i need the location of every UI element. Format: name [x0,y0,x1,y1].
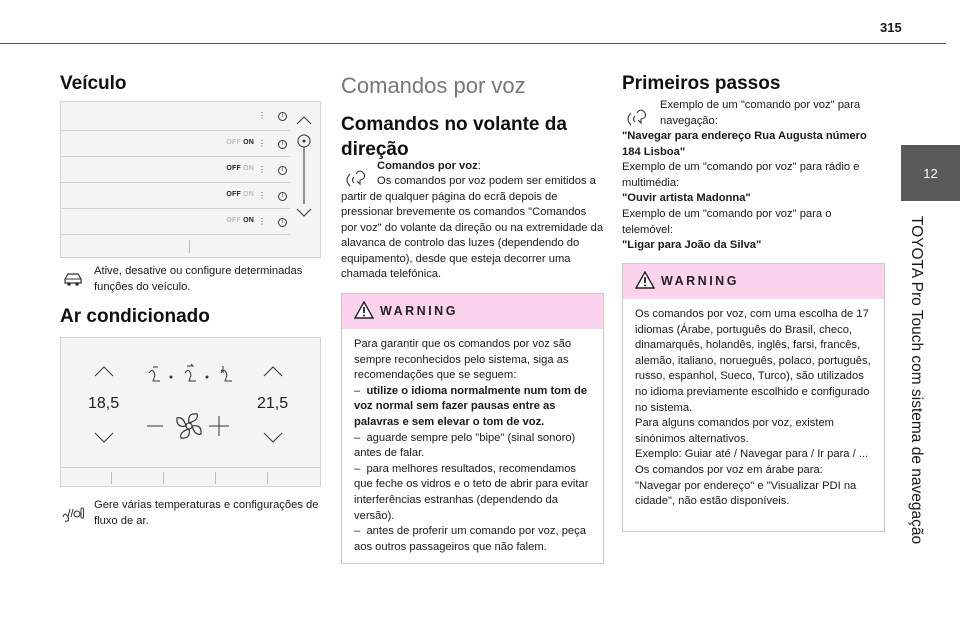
fan-icon [177,414,201,438]
info-icon: i [278,140,287,149]
vehicle-row [61,102,290,131]
chapter-title: TOYOTA Pro Touch com sistema de navegação [908,215,925,545]
chevron-up-icon [264,367,282,376]
command-phone: "Ligar para João da Silva" [622,239,762,251]
warning-item: – utilize o idioma normalmente num tom de voz normal sem fazer pausas entre as palavras e sem elevar o tom de voz. [354,384,588,428]
warning-triangle-icon [635,271,655,289]
vehicle-row [61,157,290,183]
on-off-toggle: OFF ON [226,191,254,198]
on-off-toggle: OFF ON [226,139,254,146]
page-number: 315 [880,20,902,35]
chevron-up-icon [297,117,311,124]
header-rule [0,43,946,44]
warning-paragraph: Os comandos por voz em árabe para: "Navegar por endereço" e "Visualizar PDI na cidade", não estão disponíveis. [635,463,857,508]
temp-right: 21,5 [257,395,289,412]
warning-item: – aguarde sempre pelo "bipe" (sinal sonoro) antes de falar. [354,431,576,460]
voice-sub-heading: Comandos no volante da direção [341,114,567,160]
warning-body [342,329,603,555]
info-icon: i [278,192,287,201]
ac-screen-illustration [60,337,321,487]
vehicle-description: Ative, desative ou configure determinadas funções do veículo. [94,265,303,293]
ac-description: Gere várias temperaturas e configurações de fluxo de ar. [94,499,319,527]
warning-body [623,299,884,510]
divider [215,472,216,484]
warning-paragraph: Para alguns comandos por voz, existem sinónimos alternativos. [635,417,834,445]
example-phone: Exemplo de um "comando por voz" para o telemóvel: [622,208,832,236]
chevron-down-icon [297,209,311,216]
voice-intro-first: Comandos por voz: [377,160,481,172]
warning-item: – para melhores resultados, recomendamos que feche os vidros e o teto de abrir para evitar interferências estranhas (dependendo da versão). [354,462,589,522]
divider [111,472,112,484]
warning-title: WARNING [661,274,739,288]
warning-item: – antes de proferir um comando por voz, peça aos outros passageiros que não falem. [354,525,586,553]
warning-header [623,264,884,299]
kebab-icon: ⋮ [258,139,266,148]
kebab-icon: ⋮ [258,111,266,120]
chapter-tab: 12 [901,145,960,201]
first-steps-heading: Primeiros passos [622,73,781,94]
info-icon: i [278,166,287,175]
warning-paragraph: Os comandos por voz, com uma escolha de 17 idiomas (Árabe, português do Brasil, checo, dinamarquês, holandês, inglês, farsi, francês, alemão, italiano, norueguês, polaco, português, russo, espanhol, Sueco, Turco), são utilizados no idioma previamente escolhido e configurado no sistema. [635,308,871,414]
languages-warning-box [622,263,885,532]
climate-icon [60,505,86,523]
voice-main-heading: Comandos por voz [341,73,526,98]
warning-intro: Para garantir que os comandos por voz são sempre reconhecidos pelo sistema, siga as recomendações que se seguem: [354,338,572,382]
kebab-icon: ⋮ [258,191,266,200]
car-icon [62,270,84,288]
chevron-down-icon [95,433,113,442]
command-navigation: "Navegar para endereço Rua Augusta número 184 Lisboa" [622,130,867,158]
vehicle-screen-illustration [60,101,321,258]
kebab-icon: ⋮ [258,165,266,174]
voice-command-icon [623,105,649,127]
voice-intro-text: Os comandos por voz podem ser emitidos a partir de qualquer página do ecrã depois de pressionar brevemente os comandos "Comandos por voz" do volante da direção ou na extremidade da alavanca de controlo das luzes (dependendo do equipamento), desde que esteja decorrer uma chamada telefónica. [341,175,604,280]
chevron-down-icon [264,433,282,442]
ac-heading: Ar condicionado [60,306,210,327]
warning-paragraph: Exemplo: Guiar até / Navegar para / Ir para / ... [635,448,869,461]
voice-warning-box [341,293,604,564]
warning-title: WARNING [380,304,458,318]
vehicle-heading: Veículo [60,73,127,94]
kebab-icon: ⋮ [258,217,266,226]
on-off-toggle: OFF ON [226,165,254,172]
warning-triangle-icon [354,301,374,319]
divider [267,472,268,484]
vehicle-row [61,183,290,209]
vehicle-row [61,131,290,157]
vehicle-row [61,209,290,235]
airflow-mode-icons [149,364,232,381]
divider [163,472,164,484]
info-icon: i [278,218,287,227]
on-off-toggle: OFF ON [226,217,254,224]
command-radio: "Ouvir artista Madonna" [622,192,751,204]
divider [61,467,320,468]
temp-left: 18,5 [88,395,120,412]
example-navigation: Exemplo de um "comando por voz" para navegação: [660,99,861,127]
chevron-up-icon [95,367,113,376]
divider [189,240,190,253]
scroll-control [292,112,316,222]
example-radio: Exemplo de um "comando por voz" para rádio e multimédia: [622,161,860,189]
warning-header [342,294,603,329]
info-icon: i [278,112,287,121]
